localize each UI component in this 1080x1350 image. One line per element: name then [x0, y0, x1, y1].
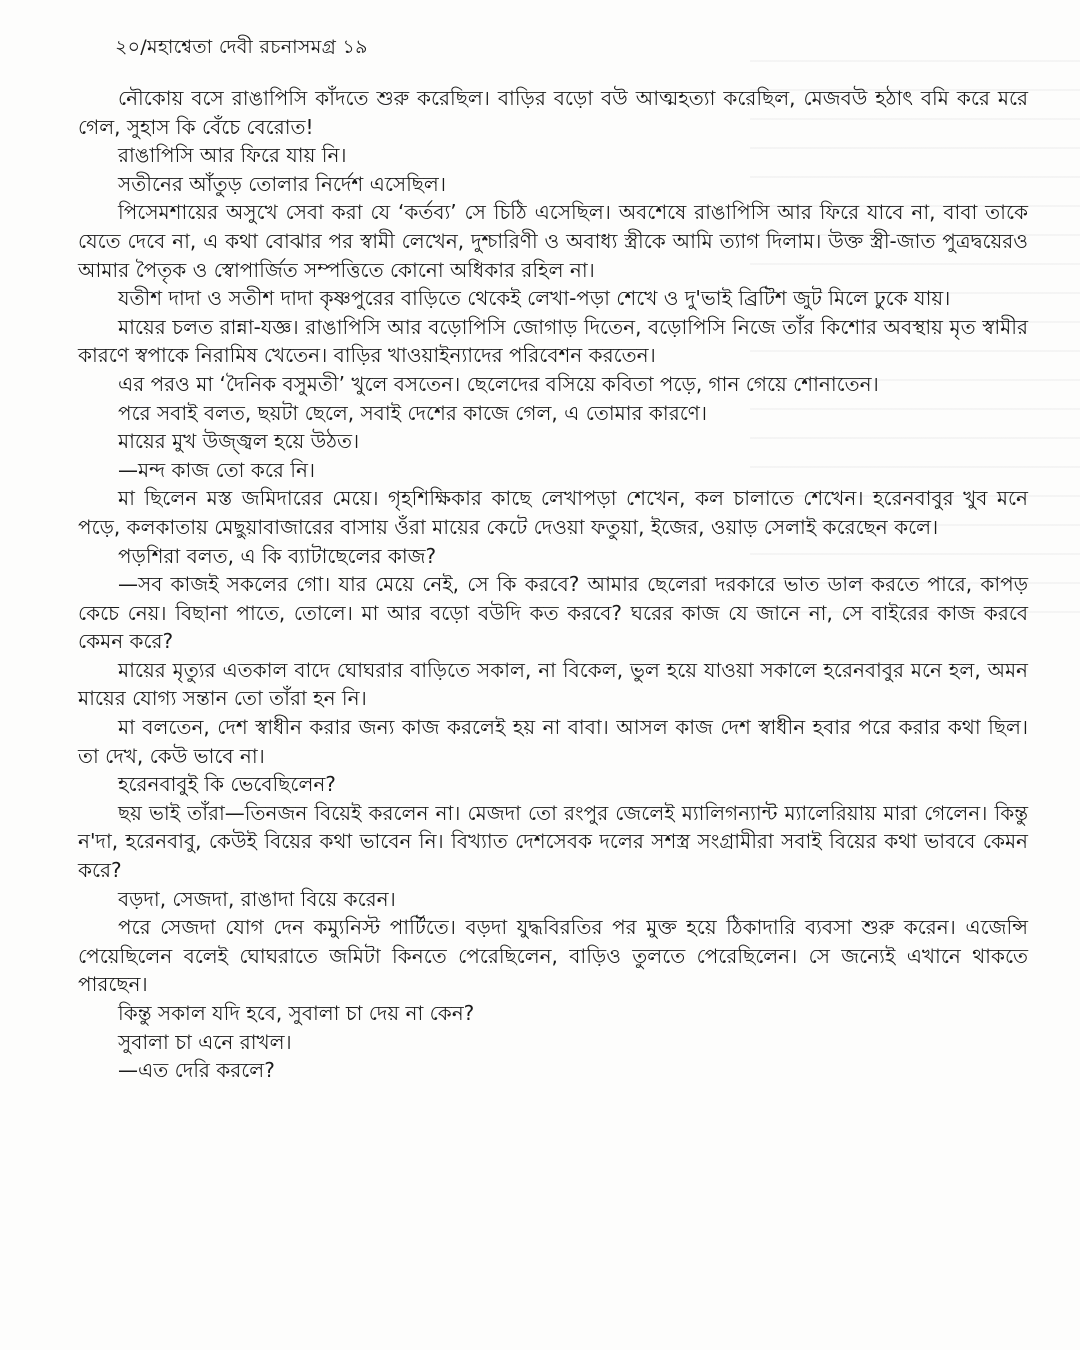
paragraph: মা বলতেন, দেশ স্বাধীন করার জন্য কাজ করলেই হয় না বাবা। আসল কাজ দেশ স্বাধীন হবার পরে করার কথা ছিল। তা দেখ, কেউ ভাবে না।: [78, 715, 1028, 768]
paragraph: —এত দেরি করলে?: [118, 1058, 275, 1083]
body-text: [78, 84, 1028, 1085]
paragraph: মায়ের চলত রান্না-যজ্ঞ। রাঙাপিসি আর বড়োপিসি জোগাড় দিতেন, বড়োপিসি নিজে তাঁর কিশোর অবস্থায় মৃত স্বামীর কারণে স্বপাকে নিরামিষ খেতেন। বাড়ির খাওয়াইন্যাদের পরিবেশন করতেন।: [78, 314, 1028, 368]
paragraph: সুবালা চা এনে রাখল।: [118, 1029, 292, 1054]
paragraph: মায়ের মৃত্যুর এতকাল বাদে ঘোঘরার বাড়িতে সকাল, না বিকেল, ভুল হয়ে যাওয়া সকালে হরেনবাবুর মনে হল, অমন মায়ের যোগ্য সন্তান তো তাঁরা হন নি।: [78, 657, 1028, 711]
paragraph: সতীনের আঁতুড় তোলার নির্দেশ এসেছিল।: [118, 171, 446, 196]
paragraph: ছয় ভাই তাঁরা—তিনজন বিয়েই করলেন না। মেজদা তো রংপুর জেলেই ম্যালিগন্যান্ট ম্যালেরিয়ায় মারা গেলেন। কিন্তু ন'দা, হরেনবাবু, কেউই বিয়ের কথা ভাবেন নি। বিখ্যাত দেশসেবক দলের সশস্ত্র সংগ্রামীরা সবাই বিয়ের কথা ভাববে কেমন করে?: [78, 800, 1028, 883]
paragraph: মা ছিলেন মস্ত জমিদারের মেয়ে। গৃহশিক্ষিকার কাছে লেখাপড়া শেখেন, কল চালাতে শেখেন। হরেনবাবুর খুব মনে পড়ে, কলকাতায় মেছুয়াবাজারের বাসায় ওঁরা মায়ের কেটে দেওয়া ফতুয়া, ইজের, ওয়াড় সেলাই করেছেন কলে।: [78, 486, 1028, 539]
paragraph: হরেনবাবুই কি ভেবেছিলেন?: [118, 772, 336, 797]
paragraph: এর পরও মা ‘দৈনিক বসুমতী’ খুলে বসতেন। ছেলেদের বসিয়ে কবিতা পড়ে, গান গেয়ে শোনাতেন।: [118, 371, 879, 396]
paragraph: রাঙাপিসি আর ফিরে যায় নি।: [118, 143, 347, 168]
paragraph: —সব কাজই সকলের গো। যার মেয়ে নেই, সে কি করবে? আমার ছেলেরা দরকারে ভাত ডাল করতে পারে, কাপড় কেচে নেয়। বিছানা পাতে, তোলে। মা আর বড়ো বউদি কত করবে? ঘরের কাজ যে জানে না, সে বাইরের কাজ করবে কেমন করে?: [78, 572, 1028, 654]
paragraph: বড়দা, সেজদা, রাঙাদা বিয়ে করেন।: [118, 886, 396, 911]
paragraph: নৌকোয় বসে রাঙাপিসি কাঁদতে শুরু করেছিল। বাড়ির বড়ো বউ আত্মহত্যা করেছিল, মেজবউ হঠাৎ বমি করে মরে গেল, সুহাস কি বেঁচে বেরোত!: [78, 86, 1028, 139]
running-header: ২০/মহাশ্বেতা দেবী রচনাসমগ্র ১৯: [115, 36, 368, 58]
paragraph: পড়শিরা বলত, এ কি ব্যাটাছেলের কাজ?: [118, 543, 437, 568]
paragraph: —মন্দ কাজ তো করে নি।: [118, 457, 316, 482]
paragraph: যতীশ দাদা ও সতীশ দাদা কৃষ্ণপুরের বাড়িতে থেকেই লেখা-পড়া শেখে ও দু'ভাই ব্রিটিশ জুট মিলে ঢুকে যায়।: [118, 286, 951, 311]
paragraph: পিসেমশায়ের অসুখে সেবা করা যে ‘কর্তব্য’ সে চিঠি এসেছিল। অবশেষে রাঙাপিসি আর ফিরে যাবে না, বাবা তাকে যেতে দেবে না, এ কথা বোঝার পর স্বামী লেখেন, দুশ্চারিণী ও অবাধ্য স্ত্রীকে আমি ত্যাগ দিলাম। উক্ত স্ত্রী-জাত পুত্রদ্বয়েরও আমার পৈতৃক ও স্বোপার্জিত সম্পত্তিতে কোনো অধিকার রহিল না।: [78, 200, 1028, 282]
paragraph: কিন্তু সকাল যদি হবে, সুবালা চা দেয় না কেন?: [118, 1001, 475, 1025]
paragraph: মায়ের মুখ উজ্জ্বল হয়ে উঠত।: [118, 429, 360, 454]
paragraph: পরে সবাই বলত, ছয়টা ছেলে, সবাই দেশের কাজে গেল, এ তোমার কারণে।: [118, 400, 707, 425]
paragraph: পরে সেজদা যোগ দেন কম্যুনিস্ট পার্টিতে। বড়দা যুদ্ধবিরতির পর মুক্ত হয়ে ঠিকাদারি ব্যবসা শুরু করেন। এজেন্সি পেয়েছিলেন বলেই ঘোঘরাতে জমিটা কিনতে পেরেছিলেন, বাড়িও তুলতে পেরেছিলেন। সে জন্যেই এখানে থাকতে পারছেন।: [78, 915, 1028, 997]
